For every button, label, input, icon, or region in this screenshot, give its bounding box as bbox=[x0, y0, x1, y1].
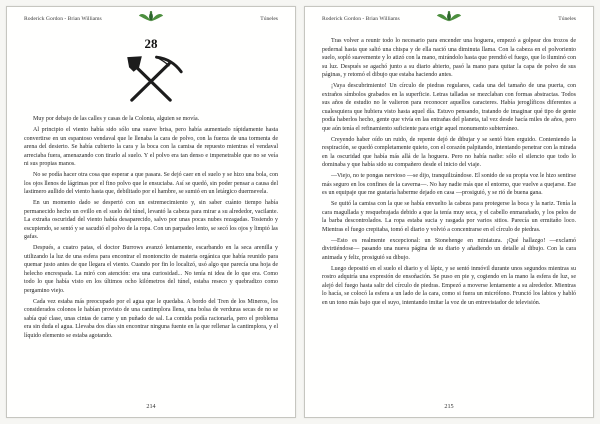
paragraph: Cada vez estaba más preocupado por el agua que le quedaba. A bordo del Tren de los Mineros, los considerados colonos le habían provisto de una cantimplora llena, una bolsa de verduras secas de no se sabía qué clase, unas cintas de carne y un puñado de sal. La comida podía racionarla, pero el problema era sin duda el agua. Llevaba dos días sin encontrar ninguna fuente en la que rellenar la cantimplora, y el líquido elemento se estaba agotando. bbox=[24, 298, 278, 339]
publisher-logo-icon bbox=[138, 10, 164, 28]
paragraph: En un momento dado se despertó con un estremecimiento y, sin saber cuánto tiempo había permanecido hecho un ovillo en el suelo del túnel, levantó la cabeza para mirar a su alrededor, vacilante. La extraña oscuridad del viento había desaparecido, salvo por unas pocas nubes rezagadas. Tosiendo y escupiendo, se sentó y se sacudió el polvo de la ropa. Con un parpadeo lento, se secó los ojos y limpió las gafas. bbox=[24, 200, 278, 241]
header-book-title: Túneles bbox=[260, 16, 278, 22]
paragraph: —Esto es realmente excepcional: un Stonehenge en miniatura. ¡Qué hallazgo! —exclamó divirtiéndose— pasando una nueva página de su diario y añadiendo un detalle al dibujo. Con la cara animada y feliz, prosiguió su dibujo. bbox=[322, 237, 576, 261]
paragraph: Luego depositó en el suelo el diario y el lápiz, y se sentó inmóvil durante unos segundos mientras su rostro adquiría una expresión de ensoñación. Se puso en pie y, cogiendo en la mano la esfera de luz, se alejó del fuego hasta salir del círculo de piedras. Empezó a moverse lentamente a su alrededor. Mientras lo hacía, se colocó la esfera a un lado de la cara, como si fuera un micrófono. Frunció los labios y habló en un tono más bajo que el suyo, intentando imitar la voz de un entrevistador de televisión. bbox=[322, 265, 576, 306]
page-number: 214 bbox=[146, 403, 156, 410]
chapter-number: 28 bbox=[144, 36, 158, 51]
paragraph: Después, a cuatro patas, el doctor Burrows avanzó lentamente, escarbando en la seca arenilla y utilizando la luz de una esfera para encontrar el montoncito de materia orgánica que había reunido para quemar justo antes de que llegara el viento. Cuando por fin lo localizó, usó algo que parecía una hoja de helecho encrespada. La miró con atención: era una curiosidad... No tenía ni idea de lo que era. Como todo lo que había visto en los últimos ocho kilómetros del túnel, estaba reseco y quebradizo como pergamino viejo. bbox=[24, 245, 278, 294]
body-text bbox=[24, 115, 278, 340]
paragraph: Se quitó la camisa con la que se había envuelto la cabeza para protegerse la boca y la nariz. Tenía la cara magullada y resquebrajada debido a que la tenía muy seca, y el cabello enmarañado, y los pelos de la barba descontrolados. La ropa estaba sucia y rasgada por varios sitios. Parecía un ermitaño loco. Mientras el fuego crepitaba, tomó el diario y volvió a concentrarse en el círculo de piedras. bbox=[322, 201, 576, 233]
header-author: Roderick Gordon - Brian Williams bbox=[24, 16, 102, 22]
page-number: 215 bbox=[444, 403, 454, 410]
publisher-logo-icon bbox=[436, 10, 462, 28]
paragraph: No se podía hacer otra cosa que esperar a que pasara. Se dejó caer en el suelo y se hizo una bola, con los ojos llenos de lágrimas por el fino polvo que le ensuciaba. Así se quedó, sin poder pensar a causa del lastimero aullido del viento hasta que, debilitado por el hambre, se sumió en un letárgico duermevela. bbox=[24, 172, 278, 196]
paragraph: ¡Vaya descubrimiento! Un círculo de piedras regulares, cada una del tamaño de una puerta, con extraños símbolos grabados en la superficie. Letras talladas se mezclaban con formas abstractas. Todos sus años de estudio no le valieron para reconocer aquellos caracteres. Había jeroglíficos diferentes a cualesquiera que hubiera visto hasta aquel día. Estuvo pensando, tratando de imaginar qué tipo de gente podía haberlos hecho, gente que vivía en las entrañas del planeta, tal vez desde hacía miles de años, pero que aún tenía el refinamiento suficiente para erigir aquel monumento subterráneo. bbox=[322, 83, 576, 132]
paragraph: Muy por debajo de las calles y casas de la Colonia, alguien se movía. bbox=[33, 116, 200, 122]
header-book-title: Túneles bbox=[558, 16, 576, 22]
page-left bbox=[6, 6, 296, 418]
paragraph: —Viejo, no te pongas nervioso —se dijo, tranquilizándose. El sonido de su propia voz le hizo sentirse más seguro en los confines de la caverna—. No hay nadie más que el entorno, que vuelve a quejarse. Ese es un equipaje que me gustaría haberme dejado en casa —prosiguió, y se rió de buena gana. bbox=[322, 173, 576, 197]
paragraph: Tras volver a reunir todo lo necesario para encender una hoguera, empezó a golpear dos trozos de pedernal hasta que saltó una chispa y de ella nació una diminuta llama. Con la cabeza en el polvoriento suelo, sopló suavemente y lo atizó con la mano, mirándolo hasta que prendió el fuego, que lo iluminó con su luz. Después se agachó junto a su diario abierto, pasó la mano para quitar la capa de polvo de sus páginas, y retomó el dibujo que estaba haciendo antes. bbox=[322, 38, 576, 79]
paragraph: Al principio el viento había sido sólo una suave brisa, pero había aumentado rápidamente hasta convertirse en un espantoso vendaval que le llenaba la cara de polvo, con la fuerza de una tormenta de arena del desierto. Se había cubierto la cara y la boca con la camisa de repuesto mientras el vendaval arreciaba fuera, amenazando con tirarlo al suelo. Y el polvo era tan denso e impenetrable que no se veía ni sus propias manos. bbox=[24, 127, 278, 168]
body-text bbox=[322, 37, 576, 307]
paragraph: Creyendo haber oído un ruido, de repente dejó de dibujar y se sentó bien erguido. Conteniendo la respiración, se quedó completamente quieto, con el corazón palpitando, intentando penetrar con la mirada en la oscuridad que había más allá de la hoguera. Pero no había nadie: sólo el silencio que todo lo dominaba y que había sido su compañero desde el inicio del viaje. bbox=[322, 136, 576, 169]
header-author: Roderick Gordon - Brian Williams bbox=[322, 16, 400, 22]
page-right bbox=[304, 6, 594, 418]
pickaxe-shovel-illustration-icon bbox=[24, 55, 278, 110]
